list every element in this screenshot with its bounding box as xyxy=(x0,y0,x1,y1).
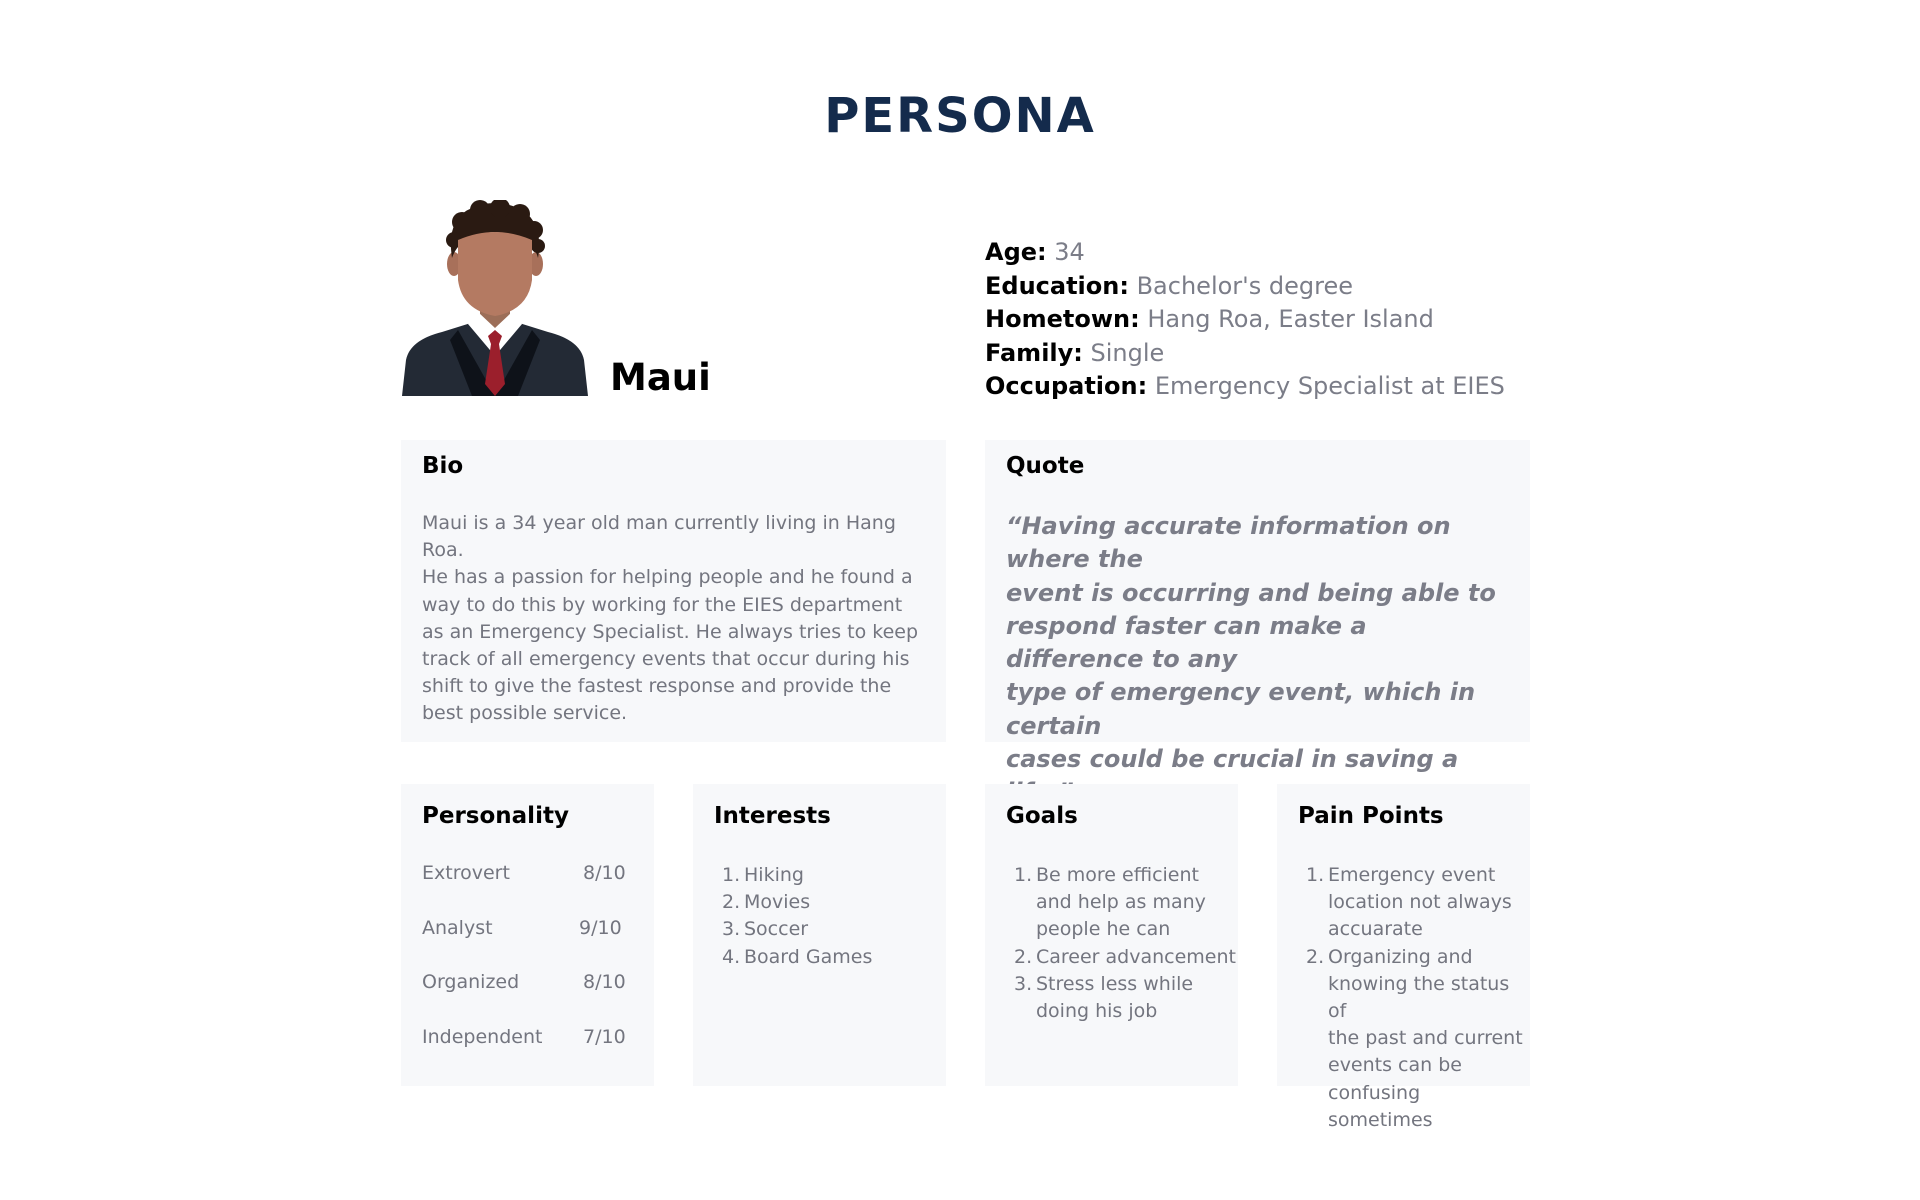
list-item xyxy=(714,862,946,889)
pain-points-title: Pain Points xyxy=(1298,803,1444,829)
trait-score: 7/10 xyxy=(583,1025,626,1048)
list-item xyxy=(714,944,946,971)
trait-score: 8/10 xyxy=(583,971,626,993)
list-number: 2. xyxy=(1014,945,1033,968)
list-number: 2. xyxy=(722,891,741,914)
list-item xyxy=(1006,971,1238,1025)
detail-label: Age: xyxy=(985,238,1047,266)
trait-name: Analyst xyxy=(422,916,493,939)
interests-card xyxy=(693,784,946,1086)
list-line: Board Games xyxy=(744,945,873,968)
detail-value: Hang Roa, Easter Island xyxy=(1147,305,1434,333)
list-item xyxy=(714,889,946,916)
list-item xyxy=(1298,862,1530,944)
list-number: 3. xyxy=(722,918,741,941)
quote-text xyxy=(1006,510,1511,810)
trait-score: 8/10 xyxy=(583,862,626,884)
detail-label: Education: xyxy=(985,271,1129,300)
trait-list xyxy=(422,862,634,1080)
list-line: confusing sometimes xyxy=(1328,1081,1433,1131)
trait-score: 9/10 xyxy=(579,916,622,939)
pain-points-card xyxy=(1277,784,1530,1131)
persona-details xyxy=(985,236,1505,404)
quote-card xyxy=(985,440,1530,774)
trait-row xyxy=(422,862,634,917)
quote-line: respond faster can make a difference to any xyxy=(1006,611,1367,674)
list-line: and help as many xyxy=(1036,891,1206,914)
page-title: PERSONA xyxy=(824,88,1096,144)
bio-line: Maui is a 34 year old man currently living in Hang Roa. xyxy=(422,512,896,562)
detail-education xyxy=(985,270,1505,304)
goals-list xyxy=(1006,862,1238,1025)
detail-label: Family: xyxy=(985,338,1083,367)
bio-card xyxy=(401,440,946,742)
persona-name: Maui xyxy=(610,356,711,399)
bio-line: way to do this by working for the EIES department xyxy=(422,593,903,616)
detail-label: Hometown: xyxy=(985,305,1140,333)
trait-row xyxy=(422,1026,634,1081)
bio-line: shift to give the fastest response and provide the xyxy=(422,675,892,698)
list-number: 4. xyxy=(722,945,741,968)
list-number: 1. xyxy=(1014,864,1033,886)
trait-name: Independent xyxy=(422,1025,543,1048)
list-number: 3. xyxy=(1014,972,1033,995)
quote-line: event is occurring and being able to xyxy=(1006,578,1496,607)
list-item xyxy=(1298,944,1530,1134)
goals-title: Goals xyxy=(1006,803,1078,829)
list-line: accuarate xyxy=(1328,918,1423,941)
list-line: Be more efficient xyxy=(1036,864,1199,886)
list-line: people he can xyxy=(1036,918,1171,941)
list-item xyxy=(1006,944,1238,971)
businessman-avatar-icon xyxy=(402,200,588,398)
detail-hometown xyxy=(985,303,1505,337)
trait-name: Extrovert xyxy=(422,862,510,884)
bio-text xyxy=(422,510,927,728)
list-line: doing his job xyxy=(1036,1000,1158,1023)
bio-title: Bio xyxy=(422,453,464,479)
list-line: Stress less while xyxy=(1036,972,1194,995)
list-line: Soccer xyxy=(744,918,809,941)
list-line: events can be xyxy=(1328,1054,1462,1077)
personality-card xyxy=(401,784,654,1086)
detail-value: Bachelor's degree xyxy=(1136,271,1353,300)
list-line: knowing the status of xyxy=(1328,972,1510,1023)
quote-title: Quote xyxy=(1006,453,1085,479)
quote-line: type of emergency event, which in certain xyxy=(1006,678,1476,740)
list-item xyxy=(714,916,946,943)
personality-title: Personality xyxy=(422,803,569,829)
list-line: Organizing and xyxy=(1328,945,1473,968)
detail-value: 34 xyxy=(1054,238,1085,266)
list-number: 2. xyxy=(1306,945,1325,968)
detail-value: Emergency Specialist at EIES xyxy=(1154,372,1505,400)
list-line: Movies xyxy=(744,891,811,914)
goals-card xyxy=(985,784,1238,1086)
bio-line: as an Emergency Specialist. He always tries to keep xyxy=(422,620,919,643)
list-line: location not always xyxy=(1328,891,1512,914)
list-line: Career advancement xyxy=(1036,945,1236,968)
list-number: 1. xyxy=(722,864,741,886)
list-number: 1. xyxy=(1306,864,1325,886)
trait-row xyxy=(422,917,634,972)
quote-line: “Having accurate information on where the xyxy=(1006,512,1451,574)
bio-line: best possible service. xyxy=(422,702,628,725)
interests-list xyxy=(714,862,946,971)
detail-family xyxy=(985,337,1505,371)
bio-line: He has a passion for helping people and he found a xyxy=(422,566,913,589)
detail-label: Occupation: xyxy=(985,372,1148,400)
list-line: Emergency event xyxy=(1328,864,1496,886)
trait-row xyxy=(422,971,634,1026)
detail-age xyxy=(985,236,1505,270)
list-item xyxy=(1006,862,1238,944)
detail-value: Single xyxy=(1090,338,1165,367)
bio-line: track of all emergency events that occur during his xyxy=(422,648,910,671)
quote-line: cases could be crucial in saving a xyxy=(1006,745,1459,774)
list-line: the past and current xyxy=(1328,1027,1523,1050)
detail-occupation xyxy=(985,370,1505,404)
interests-title: Interests xyxy=(714,803,831,829)
list-line: Hiking xyxy=(744,864,804,886)
pain-points-list xyxy=(1298,862,1530,1134)
trait-name: Organized xyxy=(422,971,520,993)
